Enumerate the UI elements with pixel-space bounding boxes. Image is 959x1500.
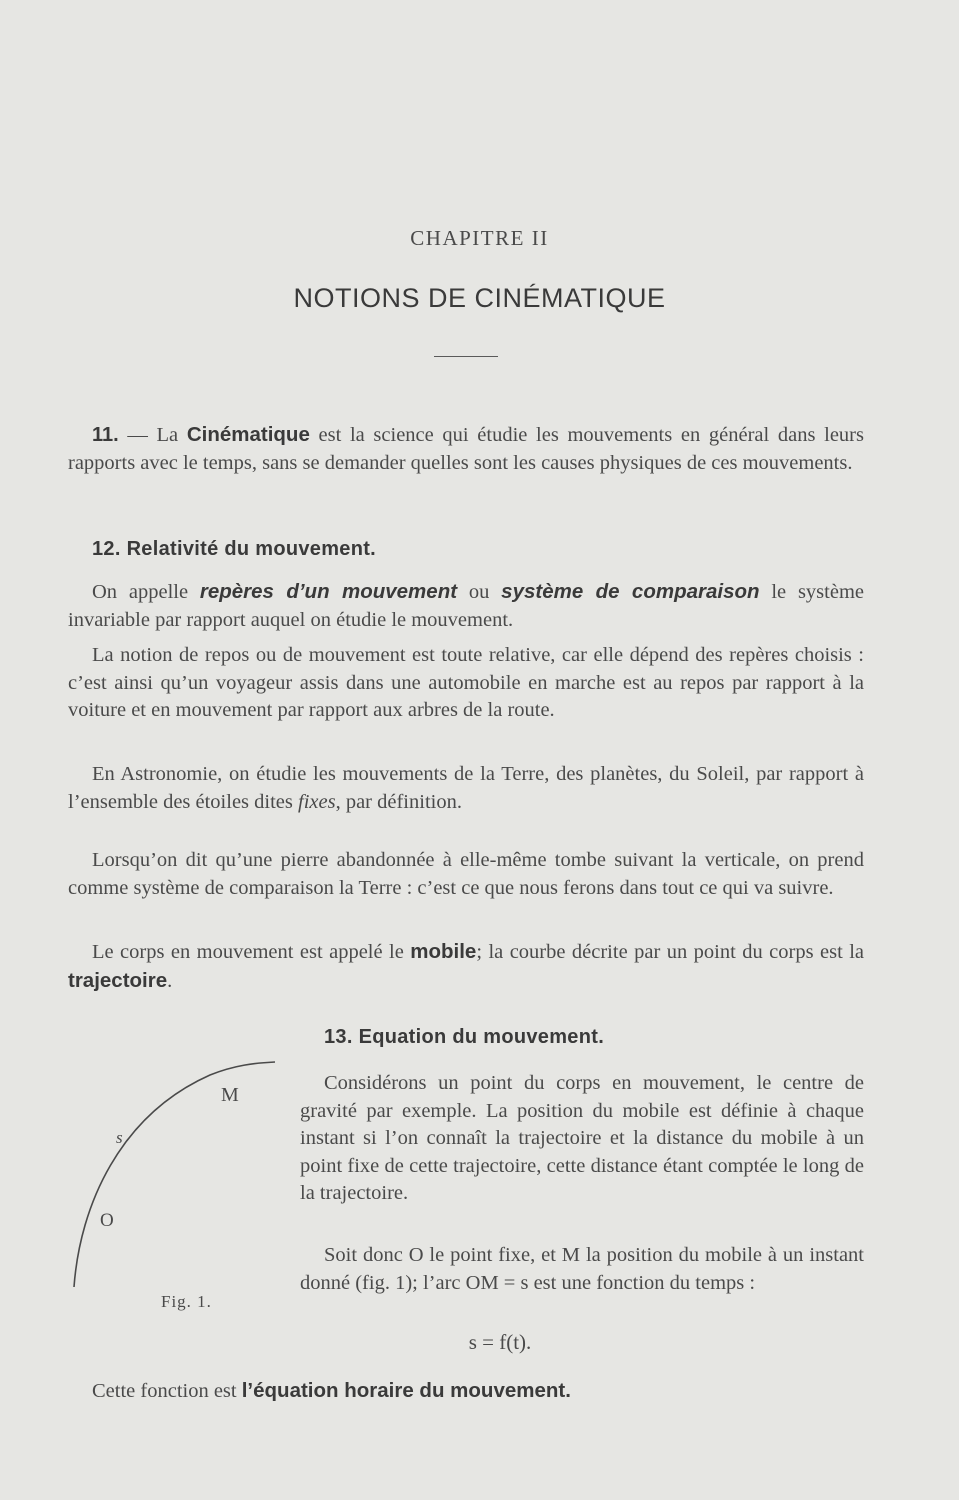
text: Cette fonction est [92, 1380, 242, 1402]
figure-1-trajectory [60, 1055, 290, 1315]
term-reperes: repères d’un mouvement [199, 580, 458, 603]
trajectory-curve [74, 1062, 275, 1287]
section-title: Equation du mouvement. [358, 1026, 605, 1048]
text: En Astronomie, on étudie les mouvements de la Terre, des planètes, du Soleil, par rapport à l’ensemble des étoiles dites [68, 763, 864, 813]
text: ; la courbe décrite par un point du corps est la [476, 941, 864, 963]
paragraph-12c [68, 761, 864, 816]
dash: — La [118, 424, 187, 446]
equation: s = f(t). [468, 1330, 532, 1354]
section-number: 12. [92, 538, 121, 560]
text: . [167, 969, 173, 992]
chapter-number: CHAPITRE II [410, 226, 549, 250]
label-O: O [100, 1210, 114, 1231]
text: , par définition. [335, 790, 462, 813]
term-fixes: fixes [298, 790, 336, 813]
section-13-heading [324, 1026, 604, 1049]
section-title: Relativité du mouvement. [126, 538, 377, 560]
label-M: M [221, 1084, 239, 1106]
text: ou [457, 581, 502, 603]
paragraph-12e [68, 938, 864, 995]
paragraph-11 [68, 421, 864, 477]
term-equation-horaire: l’équation horaire du mouvement. [241, 1379, 571, 1402]
paragraph-text: est la science qui étudie les mouvements en général dans leurs rapports avec le temps, sans se demander quelles sont les causes physiques de ces mouvements. [68, 424, 864, 474]
paragraph-12b: La notion de repos ou de mouvement est toute relative, car elle dépend des repères choisis : c’est ainsi qu’un voyageur assis dans une automobile en marche est au repos par rapport à la voiture et en mouvement par rapport aux arbres de la route. [68, 644, 864, 721]
section-number: 13. [324, 1026, 353, 1048]
section-12-heading [92, 538, 376, 561]
title-divider [434, 356, 498, 357]
text: On appelle [92, 581, 200, 603]
paragraph-13b: Soit donc O le point fixe, et M la position du mobile à un instant donné (fig. 1); l’arc OM = s est une fonction du temps : [300, 1244, 864, 1294]
paragraph-number: 11. [92, 424, 119, 446]
figure-caption: Fig. 1. [161, 1292, 212, 1311]
chapter-title: NOTIONS DE CINÉMATIQUE [293, 283, 666, 313]
term-mobile: mobile [410, 940, 477, 963]
paragraph-13c [68, 1377, 864, 1406]
paragraph-12d: Lorsqu’on dit qu’une pierre abandonnée à elle-même tombe suivant la verticale, on prend comme système de comparaison la Terre : c’est ce que nous ferons dans tout ce qui va suivre. [68, 849, 864, 899]
paragraph-13a: Considérons un point du corps en mouvement, le centre de gravité par exemple. La position du mobile est définie à chaque instant si l’on connaît la trajectoire et la distance du mobile à un point fixe de cette trajectoire, cette distance étant comptée le long de la trajectoire. [300, 1072, 864, 1204]
text: le système invariable par rapport auquel on étudie le mouvement. [68, 581, 864, 631]
label-s: s [116, 1128, 123, 1147]
text: Le corps en mouvement est appelé le [92, 941, 411, 963]
term-trajectoire: trajectoire [68, 968, 168, 992]
term-cinematique: Cinématique [186, 423, 310, 446]
term-systeme: système de comparaison [501, 580, 760, 603]
paragraph-12a [68, 578, 864, 634]
